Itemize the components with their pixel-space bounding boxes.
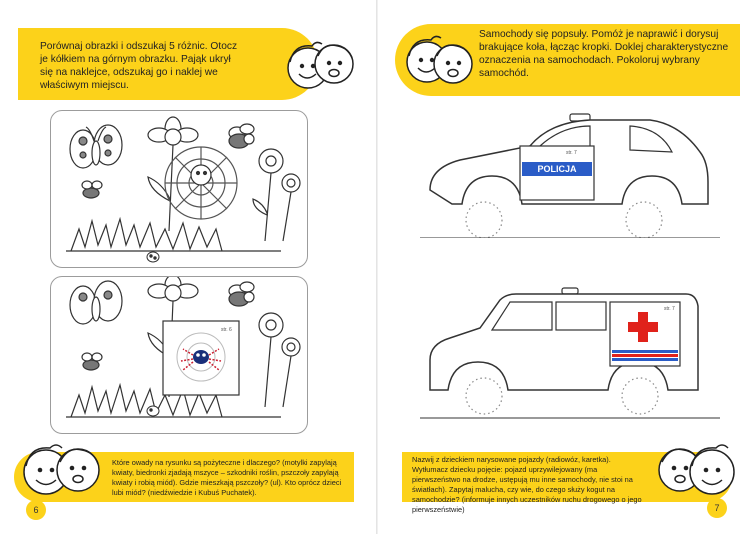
flower-icon [148, 117, 237, 231]
ambulance-stripe-blue [612, 350, 678, 353]
kids-faces-icon [650, 438, 740, 500]
ambulance-stripe-red [612, 354, 678, 357]
police-sticker-label: str. 7 [566, 150, 577, 156]
top-picture-panel [50, 110, 308, 268]
bottom-picture-panel [50, 276, 308, 434]
left-question-text: Które owady na rysunku są pożyteczne i dlaczego? (motylki zapylają kwiaty, biedronki zjadają mszyce – szkodniki roślin, pszczoły zapylają kwiaty i robią miód). Gdzie mieszkają pszczoły? (ul). Kto oprócz dzieci lubi miód? (niedźwiedzie i Kubuś Puchatek). [112, 458, 342, 497]
right-instruction-text: Samochody się popsuły. Pomóż je naprawić i dorysuj brakujące koła, łącząc kropki. Doklej charakterystyczne oznaczenia na samochodach. Pokoloruj wybrany samochód. [479, 29, 729, 79]
kids-faces-icon [282, 36, 358, 96]
ladybug-icon [147, 252, 159, 262]
ambulance-stripe-blue-2 [612, 358, 678, 361]
ambulance-sticker-label: str. 7 [664, 306, 675, 312]
left-instruction-text: Porównaj obrazki i odszukaj 5 różnic. Otocz je kółkiem na górnym obrazku. Pająk ukrył się na naklejce, odszukaj go i naklej we właściwym miejscu. [40, 41, 238, 91]
kids-faces-icon [18, 438, 108, 500]
police-car-icon [420, 108, 720, 238]
kids-faces-icon [401, 32, 477, 92]
book-gutter [376, 0, 378, 534]
right-question-text: Nazwij z dzieckiem narysowane pojazdy (radiowóz, karetka). Wytłumacz dziecku pojęcie: pojazd uprzywilejowany (ma pierwszeństwo na drodze, ustępują mu inne samochody, nie stoi na światłach). Zapytaj malucha, czy wie, do czego służy kogut na samochodzie? (informuje innych uczestników ruchu drogowego o jego pierwszeństwie) [412, 455, 642, 514]
spider-sticker-label: str. 6 [221, 327, 232, 333]
ambulance-icon [420, 280, 720, 420]
bee-icon [229, 124, 254, 148]
police-text: POLICJA [537, 164, 577, 174]
page-number-right: 7 [707, 498, 727, 518]
butterfly-icon [70, 125, 122, 168]
page-number-left: 6 [26, 500, 46, 520]
left-instruction-bubble [18, 28, 318, 100]
